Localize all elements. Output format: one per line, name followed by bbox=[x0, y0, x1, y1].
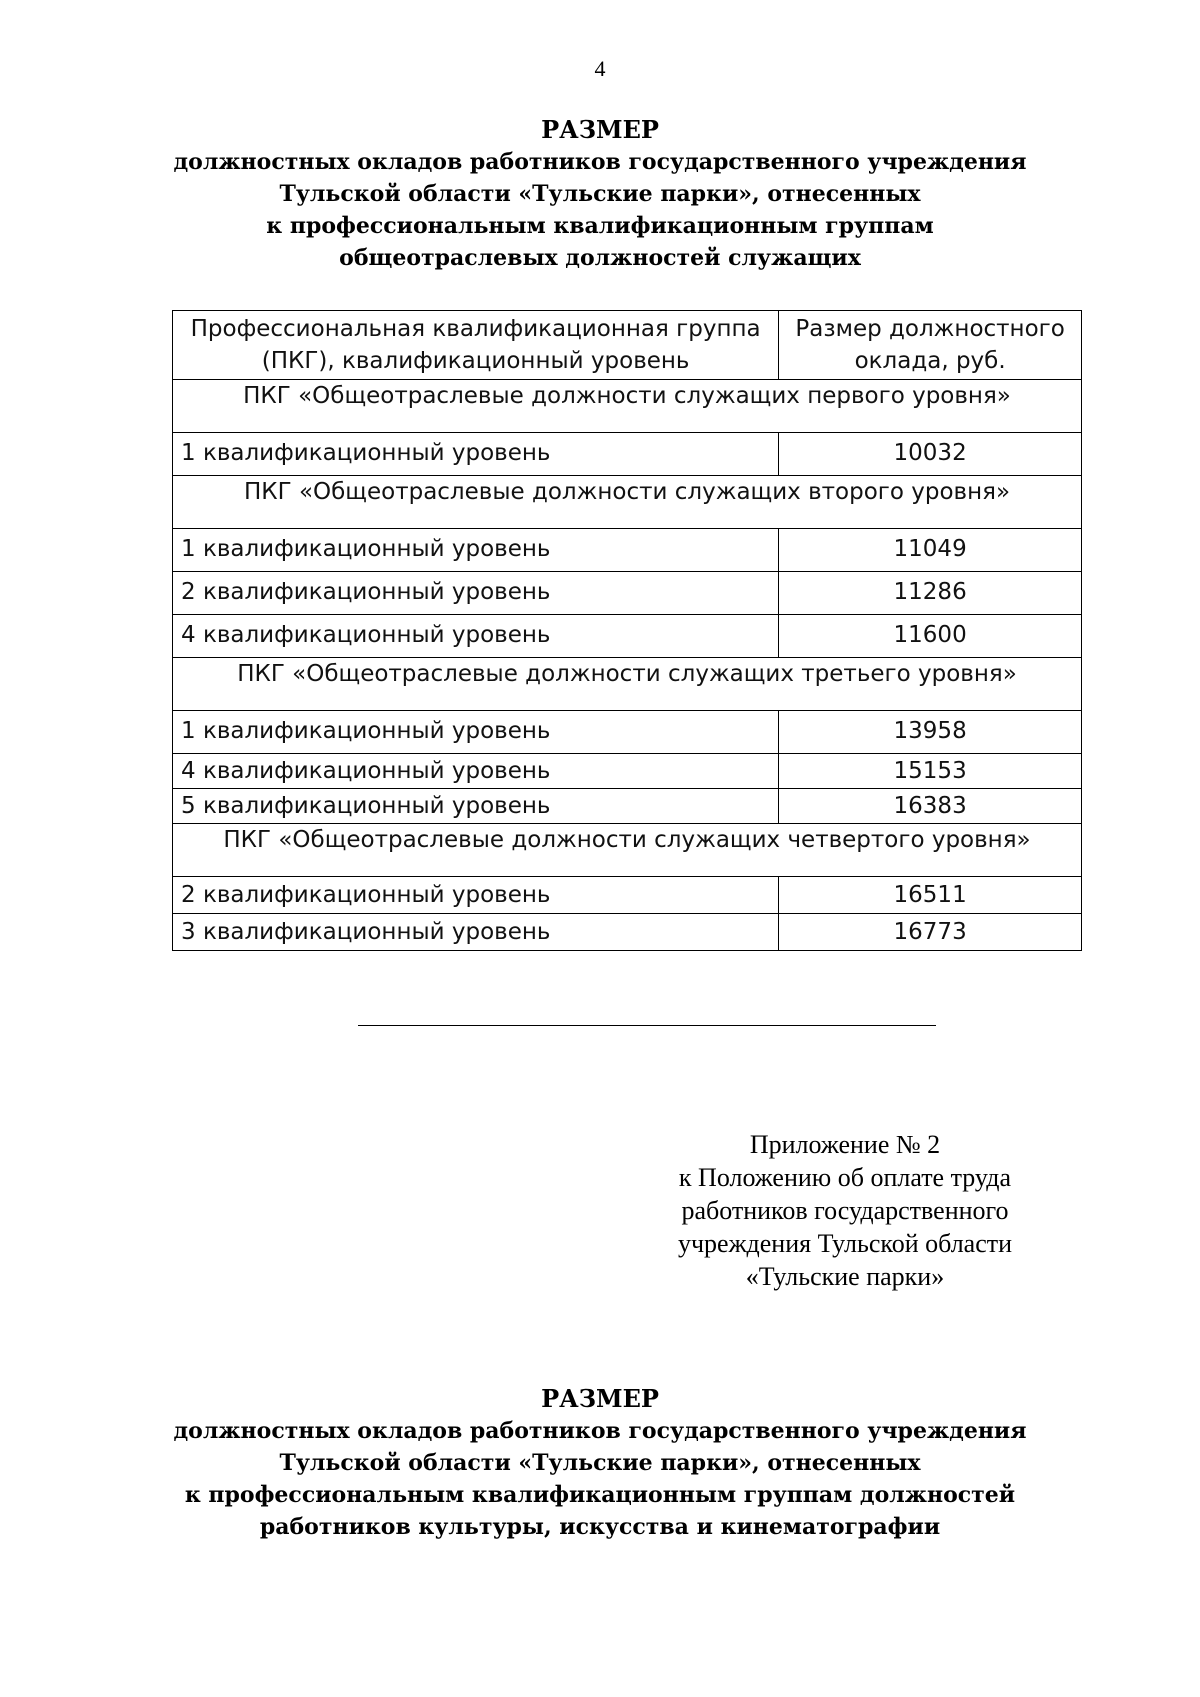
salary-cell: 16511 bbox=[779, 877, 1082, 914]
separator-line bbox=[358, 1025, 936, 1026]
table-row bbox=[173, 877, 1082, 914]
title-line: к профессиональным квалификационным группам должностей bbox=[184, 1482, 1016, 1508]
page-number: 4 bbox=[594, 56, 606, 81]
level-cell: 4 квалификационный уровень bbox=[173, 754, 779, 789]
title-line: к профессиональным квалификационным группам bbox=[266, 213, 934, 239]
group-name: ПКГ «Общеотраслевые должности служащих второго уровня» bbox=[173, 476, 1082, 529]
salary-cell: 11600 bbox=[779, 615, 1082, 658]
group-row bbox=[173, 824, 1082, 877]
column-header-group: Профессиональная квалификационная группа (ПКГ), квалификационный уровень bbox=[173, 311, 779, 380]
appendix-line: к Положению об оплате труда bbox=[678, 1163, 1012, 1192]
table-row bbox=[173, 433, 1082, 476]
title-heading: РАЗМЕР bbox=[541, 1384, 659, 1413]
salary-cell: 13958 bbox=[779, 711, 1082, 754]
group-row bbox=[173, 658, 1082, 711]
salary-cell: 16773 bbox=[779, 914, 1082, 951]
title-line: общеотраслевых должностей служащих bbox=[339, 245, 861, 271]
level-cell: 1 квалификационный уровень bbox=[173, 433, 779, 476]
title-heading: РАЗМЕР bbox=[541, 115, 659, 144]
group-row bbox=[173, 476, 1082, 529]
group-row bbox=[173, 380, 1082, 433]
group-name: ПКГ «Общеотраслевые должности служащих четвертого уровня» bbox=[173, 824, 1082, 877]
appendix-line: Приложение № 2 bbox=[749, 1130, 941, 1159]
table-row bbox=[173, 711, 1082, 754]
table-row bbox=[173, 789, 1082, 824]
table-row bbox=[173, 914, 1082, 951]
salary-table bbox=[172, 310, 1082, 951]
group-name: ПКГ «Общеотраслевые должности служащих первого уровня» bbox=[173, 380, 1082, 433]
level-cell: 4 квалификационный уровень bbox=[173, 615, 779, 658]
salary-cell: 10032 bbox=[779, 433, 1082, 476]
level-cell: 2 квалификационный уровень bbox=[173, 572, 779, 615]
document-title bbox=[160, 114, 1040, 274]
level-cell: 1 квалификационный уровень bbox=[173, 529, 779, 572]
salary-cell: 11049 bbox=[779, 529, 1082, 572]
level-cell: 3 квалификационный уровень bbox=[173, 914, 779, 951]
level-cell: 2 квалификационный уровень bbox=[173, 877, 779, 914]
appendix-line: «Тульские парки» bbox=[745, 1262, 945, 1291]
title-line: работников культуры, искусства и кинематографии bbox=[259, 1514, 941, 1540]
level-cell: 1 квалификационный уровень bbox=[173, 711, 779, 754]
table-header-row bbox=[173, 311, 1082, 380]
salary-cell: 11286 bbox=[779, 572, 1082, 615]
appendix-line: работников государственного bbox=[681, 1196, 1009, 1225]
document-title-2 bbox=[160, 1383, 1040, 1543]
title-line: должностных окладов работников государственного учреждения bbox=[173, 1418, 1027, 1444]
column-header-salary: Размер должностного оклада, руб. bbox=[779, 311, 1082, 380]
group-name: ПКГ «Общеотраслевые должности служащих третьего уровня» bbox=[173, 658, 1082, 711]
appendix-note bbox=[620, 1128, 1070, 1293]
level-cell: 5 квалификационный уровень bbox=[173, 789, 779, 824]
title-line: должностных окладов работников государственного учреждения bbox=[173, 149, 1027, 175]
title-line: Тульской области «Тульские парки», отнесенных bbox=[279, 1450, 921, 1476]
salary-cell: 15153 bbox=[779, 754, 1082, 789]
appendix-line: учреждения Тульской области bbox=[677, 1229, 1013, 1258]
salary-cell: 16383 bbox=[779, 789, 1082, 824]
table-row bbox=[173, 754, 1082, 789]
table-row bbox=[173, 529, 1082, 572]
table-row bbox=[173, 572, 1082, 615]
title-line: Тульской области «Тульские парки», отнесенных bbox=[279, 181, 921, 207]
table-row bbox=[173, 615, 1082, 658]
